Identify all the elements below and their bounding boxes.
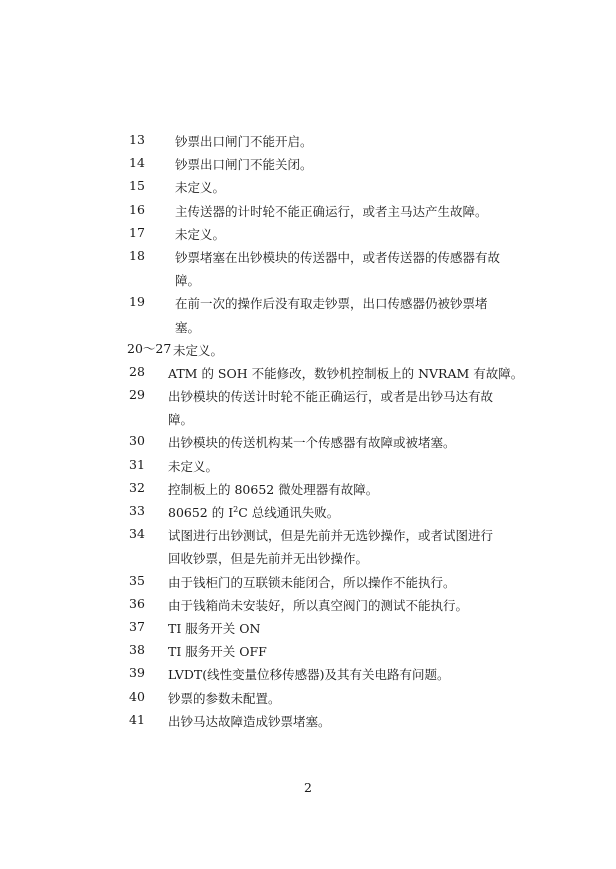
- description-line: 未定义。: [175, 180, 226, 196]
- description-line: 未定义。: [168, 458, 219, 474]
- description-line: 障。: [168, 412, 194, 428]
- error-description: [175, 250, 529, 296]
- description-line: LVDT(线性变量位移传感器)及其有关电路有问题。: [168, 667, 450, 683]
- error-code: 35: [129, 572, 145, 588]
- error-description: [175, 157, 529, 180]
- error-code-entry: [129, 618, 529, 644]
- description-line: 在前一次的操作后没有取走钞票，出口传感器仍被钞票堵: [175, 296, 488, 312]
- description-line: [168, 505, 529, 528]
- error-code-entry: [129, 479, 529, 505]
- error-description: [168, 691, 529, 714]
- error-description: [168, 366, 529, 389]
- error-description: [168, 714, 529, 737]
- error-code: 41: [129, 711, 145, 727]
- description-line: 钞票堵塞在出钞模块的传送器中，或者传送器的传感器有故: [175, 249, 501, 265]
- error-code: 14: [129, 155, 145, 171]
- error-code-entry: [129, 224, 529, 250]
- error-code: 37: [129, 618, 145, 634]
- error-description: [168, 644, 529, 667]
- error-code-entry: [129, 435, 529, 458]
- description-line: 出钞模块的传送计时轮不能正确运行，或者是出钞马达有故: [168, 389, 494, 405]
- description-line: 未定义。: [175, 226, 226, 242]
- error-code: 16: [129, 201, 145, 217]
- error-description: [168, 575, 529, 598]
- description-line: TI 服务开关 ON: [168, 620, 261, 636]
- error-description: [168, 459, 529, 482]
- description-line: 钞票的参数未配置。: [168, 690, 281, 706]
- error-code: 18: [129, 247, 145, 263]
- error-code-entry: [129, 363, 529, 389]
- error-description: [175, 296, 529, 342]
- error-description: [168, 667, 529, 690]
- description-line: ATM 的 SOH 不能修改，数钞机控制板上的 NVRAM 有故障。: [168, 365, 524, 381]
- description-line: TI 服务开关 OFF: [168, 644, 267, 660]
- error-description: [175, 180, 529, 203]
- error-code: 39: [129, 665, 145, 681]
- description-line: 主传送器的计时轮不能正确运行，或者主马达产生故障。: [175, 203, 488, 219]
- error-code: 28: [129, 363, 145, 379]
- error-code: 13: [129, 132, 145, 147]
- description-line: 控制板上的 80652 微处理器有故障。: [168, 481, 379, 497]
- error-code: 15: [129, 178, 145, 194]
- error-description: [168, 482, 529, 505]
- error-code: 40: [129, 688, 145, 704]
- description-line: 由于钱箱尚未安装好，所以真空阀门的测试不能执行。: [168, 597, 469, 613]
- error-code: 33: [129, 503, 145, 518]
- i2c-prefix: 80652 的 I: [168, 505, 234, 520]
- error-code: 36: [129, 595, 145, 611]
- description-line: 由于钱柜门的互联锁未能闭合，所以操作不能执行。: [168, 574, 456, 590]
- error-description: [168, 621, 529, 644]
- error-code: 30: [129, 433, 145, 449]
- description-line: 出钞马达故障造成钞票堵塞。: [168, 713, 331, 729]
- error-code-entry: [129, 595, 529, 621]
- error-code-entry: [129, 201, 529, 227]
- error-code-entry: [129, 296, 529, 342]
- error-description: [168, 435, 529, 458]
- error-code: 32: [129, 479, 145, 495]
- description-line: 钞票出口闸门不能开启。: [175, 134, 313, 149]
- page-number: 2: [304, 780, 312, 795]
- error-code: 20～27: [127, 340, 172, 356]
- error-code: 38: [129, 642, 145, 658]
- description-line: 障。: [175, 273, 201, 289]
- error-code-entry: [129, 456, 529, 482]
- i2c-superscript: 2: [233, 504, 239, 514]
- description-line: 未定义。: [173, 342, 224, 358]
- error-code: 34: [129, 526, 145, 542]
- i2c-suffix: C 总线通讯失败。: [238, 505, 340, 520]
- error-description: [168, 389, 529, 435]
- error-description: [168, 598, 529, 621]
- error-description: [175, 204, 529, 227]
- error-code-entry: [129, 711, 529, 737]
- error-code-entry: [129, 528, 529, 574]
- error-code-entry: [127, 340, 529, 366]
- error-code-entry: [129, 505, 529, 528]
- description-line: 出钞模块的传送机构某一个传感器有故障或被堵塞。: [168, 435, 456, 451]
- error-code-list: [129, 134, 529, 737]
- description-line: 回收钞票，但是先前并无出钞操作。: [168, 551, 369, 567]
- error-code: 29: [129, 387, 145, 403]
- error-description: [175, 134, 529, 157]
- error-description: [168, 505, 529, 528]
- error-code: 31: [129, 456, 145, 472]
- error-code-entry: [129, 667, 529, 690]
- error-code-entry: [129, 247, 529, 296]
- error-code-entry: [129, 572, 529, 598]
- description-line: 试图进行出钞测试，但是先前并无选钞操作，或者试图进行: [168, 528, 494, 544]
- error-code: 17: [129, 224, 145, 240]
- description-line: 塞。: [175, 319, 201, 335]
- error-code-entry: [129, 180, 529, 203]
- error-code-entry: [129, 134, 529, 157]
- description-line: 钞票出口闸门不能关闭。: [175, 157, 313, 173]
- error-description: [173, 343, 529, 366]
- error-code: 19: [129, 294, 145, 310]
- error-code-entry: [129, 157, 529, 180]
- error-description: [175, 227, 529, 250]
- error-code-entry: [129, 389, 529, 435]
- error-code-entry: [129, 644, 529, 667]
- error-code-entry: [129, 688, 529, 714]
- error-description: [168, 528, 529, 574]
